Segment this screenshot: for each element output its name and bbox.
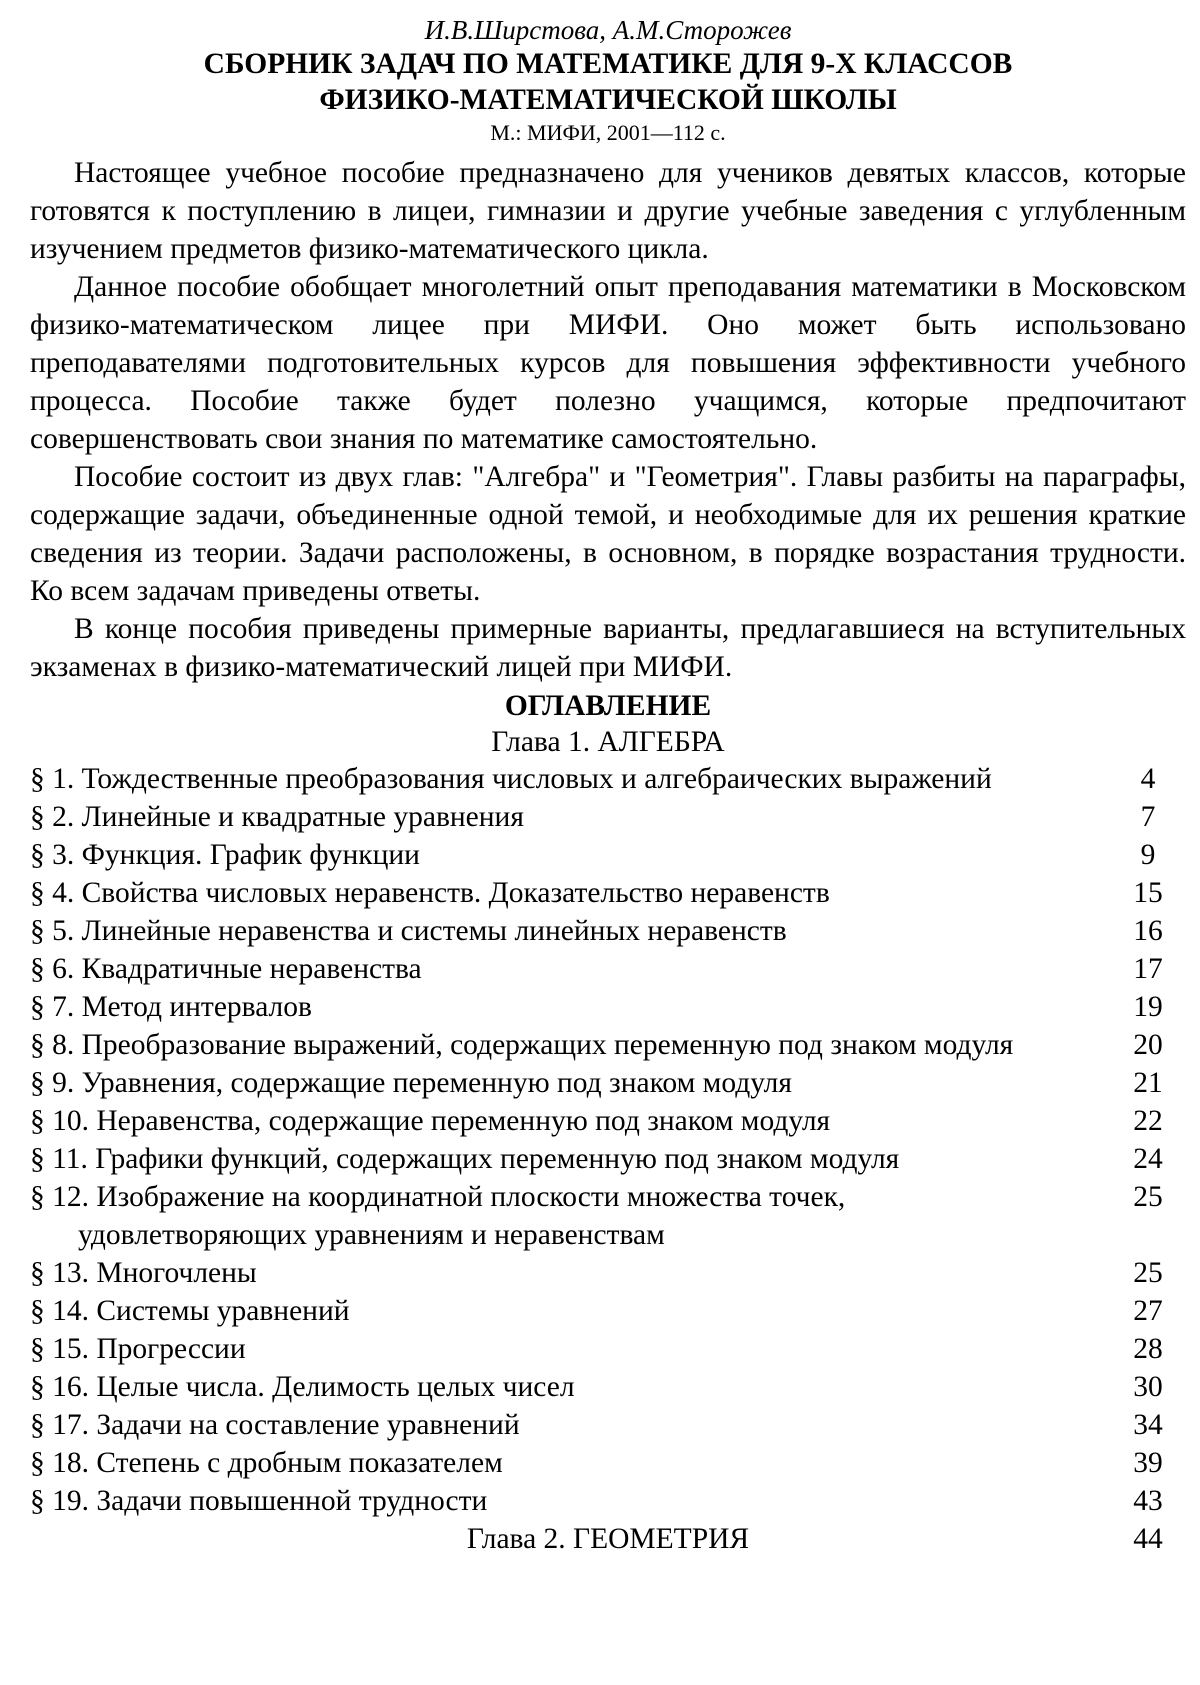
toc-item	[30, 1178, 1186, 1254]
toc-item-title: § 13. Многочлены	[30, 1257, 257, 1289]
toc-item-page: 28	[1133, 1333, 1163, 1365]
toc-item-title: § 18. Степень с дробным показателем	[30, 1447, 503, 1479]
toc-item-page: 17	[1133, 953, 1163, 985]
intro-paragraph-2: Данное пособие обобщает многолетний опыт преподавания математики в Московском физико-математическом лицее при МИФИ. Оно может быть использовано преподавателями подготовительных курсов для повышения эффективности учебного процесса. Пособие также будет полезно учащимся, которые предпочитают совершенствовать свои знания по математике самостоятельно.	[30, 271, 1186, 455]
book-title-line-1: СБОРНИК ЗАДАЧ ПО МАТЕМАТИКЕ ДЛЯ 9-Х КЛАССОВ	[203, 48, 1013, 80]
toc-item-title: § 3. Функция. График функции	[30, 839, 420, 871]
toc-heading: ОГЛАВЛЕНИЕ	[504, 690, 712, 722]
toc-item-page: 30	[1133, 1371, 1163, 1403]
toc-list	[30, 760, 1186, 1558]
toc-item-title: § 7. Метод интервалов	[30, 991, 312, 1023]
toc-item-page: 43	[1133, 1485, 1163, 1517]
toc-item-title: § 12. Изображение на координатной плоскости множества точек, удовлетворяющих уравнениям и неравенствам	[30, 1181, 846, 1251]
toc-item-page: 27	[1133, 1295, 1163, 1327]
toc-item	[30, 1292, 1186, 1330]
toc-item-title: § 11. Графики функций, содержащих переменную под знаком модуля	[30, 1143, 900, 1175]
toc-item-title: § 17. Задачи на составление уравнений	[30, 1409, 520, 1441]
toc-item-title: § 8. Преобразование выражений, содержащих переменную под знаком модуля	[30, 1029, 1014, 1061]
toc-item	[30, 1254, 1186, 1292]
toc-item	[30, 1064, 1186, 1102]
document-page	[30, 14, 1186, 1558]
toc-item-page: 7	[1140, 801, 1156, 833]
toc-item-title: § 10. Неравенства, содержащие переменную под знаком модуля	[30, 1105, 831, 1137]
toc-item-title: § 1. Тождественные преобразования числовых и алгебраических выражений	[30, 763, 992, 795]
toc-item-title: § 15. Прогрессии	[30, 1333, 246, 1365]
toc-item	[30, 950, 1186, 988]
chapter-2-row	[30, 1520, 1186, 1558]
toc-item	[30, 912, 1186, 950]
toc-item	[30, 1102, 1186, 1140]
toc-item-page: 25	[1133, 1181, 1163, 1213]
toc-item-title: § 2. Линейные и квадратные уравнения	[30, 801, 524, 833]
toc-item	[30, 988, 1186, 1026]
publication-info: М.: МИФИ, 2001—112 с.	[490, 120, 726, 145]
toc-item-page: 15	[1133, 877, 1163, 909]
toc-item-title: § 6. Квадратичные неравенства	[30, 953, 422, 985]
toc-item-page: 25	[1133, 1257, 1163, 1289]
toc-item	[30, 874, 1186, 912]
toc-item	[30, 760, 1186, 798]
book-title-line-2: ФИЗИКО-МАТЕМАТИЧЕСКОЙ ШКОЛЫ	[319, 84, 897, 116]
toc-item-title: § 16. Целые числа. Делимость целых чисел	[30, 1371, 575, 1403]
toc-item	[30, 836, 1186, 874]
toc-item	[30, 1026, 1186, 1064]
toc-item-title: § 4. Свойства числовых неравенств. Доказательство неравенств	[30, 877, 830, 909]
toc-item-page: 9	[1140, 839, 1156, 871]
toc-item-page: 39	[1133, 1447, 1163, 1479]
intro-paragraph-4: В конце пособия приведены примерные варианты, предлагавшиеся на вступительных экзаменах в физико-математический лицей при МИФИ.	[30, 613, 1186, 683]
toc-item-page: 16	[1133, 915, 1163, 947]
toc-item	[30, 1140, 1186, 1178]
toc-item-title: § 9. Уравнения, содержащие переменную под знаком модуля	[30, 1067, 792, 1099]
toc-item	[30, 1406, 1186, 1444]
toc-item-page: 21	[1133, 1067, 1163, 1099]
intro-paragraph-1: Настоящее учебное пособие предназначено для учеников девятых классов, которые готовятся к поступлению в лицеи, гимназии и другие учебные заведения с углубленным изучением предметов физико-математического цикла.	[30, 157, 1186, 265]
toc-item-title: § 5. Линейные неравенства и системы линейных неравенств	[30, 915, 787, 947]
toc-item	[30, 1482, 1186, 1520]
toc-item-page: 4	[1140, 763, 1156, 795]
toc-item-page: 22	[1133, 1105, 1163, 1137]
toc-item	[30, 1368, 1186, 1406]
toc-item	[30, 1444, 1186, 1482]
chapter-2-page: 44	[1133, 1523, 1163, 1555]
toc-item-page: 19	[1133, 991, 1163, 1023]
toc-item-page: 20	[1133, 1029, 1163, 1061]
toc-item-title: § 19. Задачи повышенной трудности	[30, 1485, 488, 1517]
toc-item	[30, 798, 1186, 836]
chapter-1-heading: Глава 1. АЛГЕБРА	[491, 726, 725, 758]
intro-paragraph-3: Пособие состоит из двух глав: "Алгебра" и "Геометрия". Главы разбиты на параграфы, содержащие задачи, объединенные одной темой, и необходимые для их решения краткие сведения из теории. Задачи расположены, в основном, в порядке возрастания трудности. Ко всем задачам приведены ответы.	[30, 461, 1186, 607]
toc-item-title: § 14. Системы уравнений	[30, 1295, 350, 1327]
toc-item-page: 34	[1133, 1409, 1163, 1441]
toc-item	[30, 1330, 1186, 1368]
chapter-2-heading: Глава 2. ГЕОМЕТРИЯ	[466, 1523, 750, 1555]
toc-item-page: 24	[1133, 1143, 1163, 1175]
authors: И.В.Ширстова, А.М.Сторожев	[424, 15, 792, 45]
